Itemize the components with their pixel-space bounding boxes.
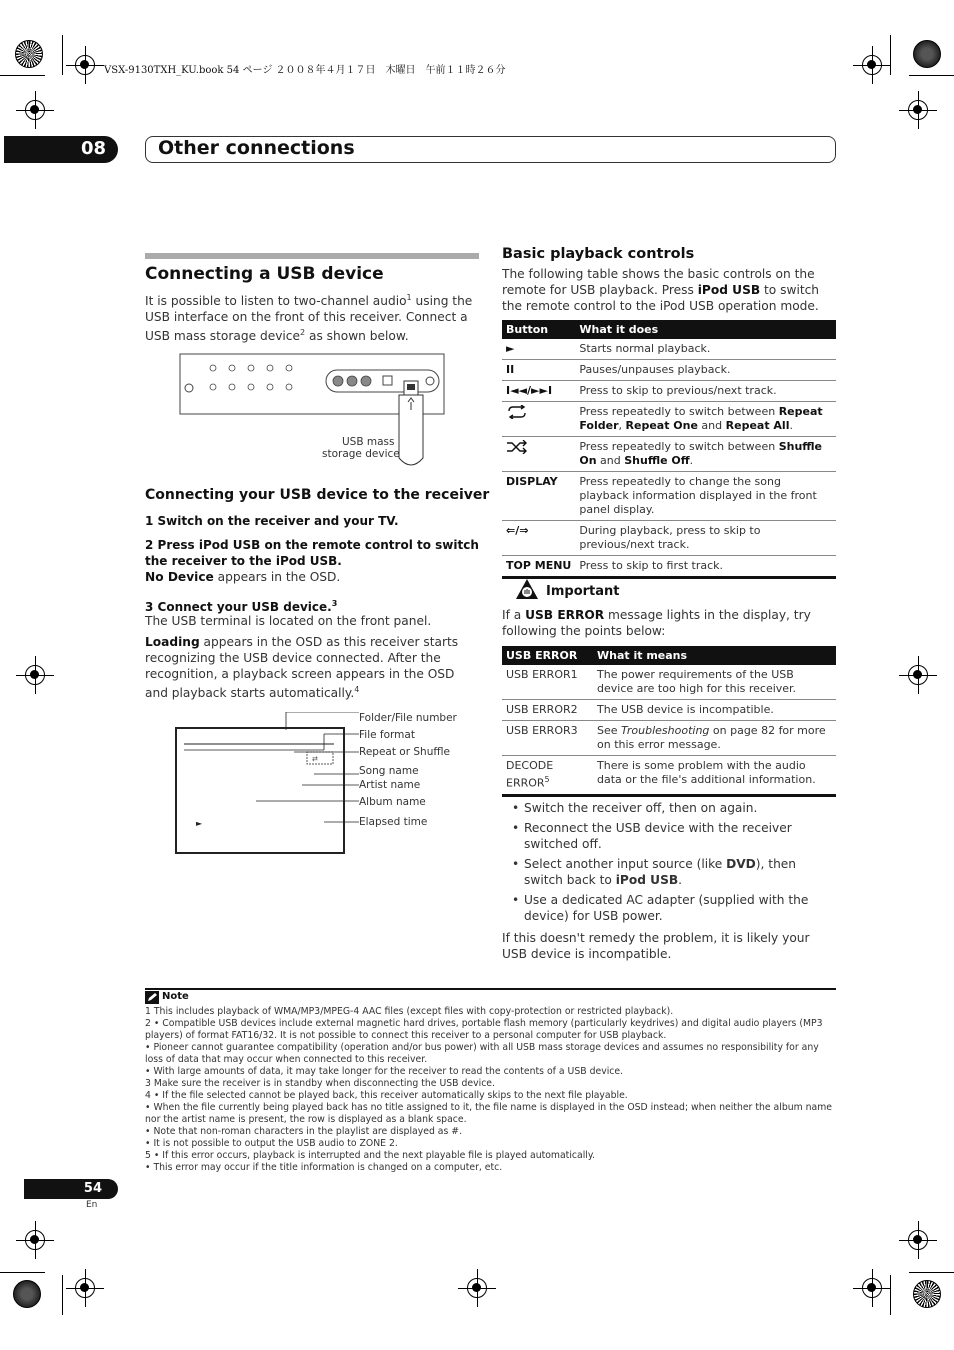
repeat-icon [502,402,575,437]
crop-mark [0,75,45,76]
notes-rule [145,988,836,990]
print-header: VSX-9130TXH_KU.book 54 ページ ２００８年４月１７日 木曜日 午前１１時２６分 [104,65,506,76]
registration-mark [908,665,928,685]
loading-paragraph: Loading appears in the OSD as this receiver starts recognizing the USB device connected. After the recognition, a playback screen appears in the OSD and playback starts automatically.$^4$ [145,635,459,701]
crop-mark [890,35,891,75]
table-row: DECODE ERROR$^5$ There is some problem with the audio data or the file's additional information. [502,756,836,796]
arrow-left-right-icon: ⇐/⇒ [502,521,575,556]
crop-mark [890,1275,891,1315]
table-header: What it does [575,320,836,339]
subsection-title: Connecting your USB device to the receiver [145,487,490,503]
playback-controls-table [502,320,836,579]
table-header: Button [502,320,575,339]
svg-text:⇄: ⇄ [312,755,318,763]
note-line: 2 • Compatible USB devices include external magnetic hard drives, portable flash memory (particularly keydrives) and digital audio players (MP3 players) of format FAT16/32. It is not possible to connect this receiver to a personal computer for USB playback. [145,1018,823,1041]
crop-mark [909,1272,954,1273]
display-button-label: DISPLAY [502,472,575,521]
troubleshooting-list [502,800,836,928]
note-line: 4 • If the file selected cannot be played back, this receiver automatically skips to the next file playable. [145,1090,628,1101]
table-row: ⇐/⇒ During playback, press to skip to previous/next track. [502,521,836,556]
note-line: 3 Make sure the receiver is in standby when disconnecting the USB device. [145,1078,495,1089]
color-target-bottom-right [913,1280,941,1308]
step-3-text: The USB terminal is located on the front panel. [145,614,432,628]
registration-mark [75,1278,95,1298]
playback-intro: The following table shows the basic controls on the remote for USB playback. Press iPod USB to switch the remote control to the iPod USB operation mode. [502,267,820,313]
crop-mark [62,35,63,75]
color-target-top-left [15,40,43,68]
list-item: • Switch the receiver off, then on again. [502,800,836,816]
crop-mark [909,75,954,76]
crop-mark [62,1275,63,1315]
osd-label-elapsed-time: Elapsed time [359,816,428,828]
top-menu-button-label: TOP MENU [502,556,575,578]
note-line: 1 This includes playback of WMA/MP3/MPEG-4 AAC files (except files with copy-protection or restricted playback). [145,1006,674,1017]
device-label-line2: storage device [322,448,400,460]
registration-mark [908,1230,928,1250]
registration-mark [25,665,45,685]
table-row: ► Starts normal playback. [502,339,836,360]
receiver-front-panel-diagram [178,350,450,470]
registration-mark [862,55,882,75]
color-target-top-right [913,40,941,68]
note-line: • When the file currently being played back has no title assigned to it, the file name is displayed in the OSD instead; when neither the album name nor the artist name is present, the row is displayed as a blank space. [145,1102,832,1125]
table-header: USB ERROR [502,646,593,665]
intro-paragraph: It is possible to listen to two-channel audio$^1$ using the USB interface on the front of this receiver. Connect a USB mass storage device$^2$ as shown below. [145,293,473,344]
osd-screen-diagram [174,712,362,857]
step-3: 3 Connect your USB device.$^3$ [145,599,338,614]
table-row: DISPLAY Press repeatedly to change the song playback information displayed in the front panel display. [502,472,836,521]
play-icon: ► [502,339,575,360]
shuffle-icon [502,437,575,472]
osd-label-song-name: Song name [359,765,419,777]
svg-text:►: ► [196,819,203,828]
table-row: USB ERROR2 The USB device is incompatible. [502,700,836,721]
registration-mark [467,1278,487,1298]
osd-label-album-name: Album name [359,796,426,808]
list-item: • Select another input source (like DVD), then switch back to iPod USB. [502,856,836,888]
page-language: En [86,1200,98,1210]
note-line: • Note that non-roman characters in the playlist are displayed as #. [145,1126,463,1137]
osd-label-artist-name: Artist name [359,779,421,791]
note-line: • This error may occur if the title information is changed on a computer, etc. [145,1162,503,1173]
warning-icon [515,578,539,600]
list-item: • Use a dedicated AC adapter (supplied with the device) for USB power. [502,892,836,924]
osd-label-folder-file-number: Folder/File number [359,712,457,724]
section-rule [145,253,479,259]
crop-mark [0,1272,45,1273]
registration-mark [25,1230,45,1250]
note-line: • Pioneer cannot guarantee compatibility (operation and/or bus power) with all USB mass storage devices and assumes no responsibility for any loss of data that may occur when connected to this receiver. [145,1042,819,1065]
table-header: What it means [593,646,836,665]
note-line: 5 • If this error occurs, playback is interrupted and the next playable file is played automatically. [145,1150,596,1161]
chapter-title: Other connections [158,137,355,159]
table-row: USB ERROR1 The power requirements of the USB device are too high for this receiver. [502,665,836,700]
device-label-line1: USB mass [342,436,395,448]
note-pencil-icon [145,991,159,1004]
registration-mark [25,100,45,120]
usb-error-table [502,646,836,797]
page-number: 54 [24,1179,118,1199]
notes-title: Note [162,991,189,1002]
osd-label-file-format: File format [359,729,415,741]
list-item: • Reconnect the USB device with the receiver switched off. [502,820,836,852]
table-row: II Pauses/unpauses playback. [502,360,836,381]
important-paragraph: If a USB ERROR message lights in the display, try following the points below: [502,608,811,638]
color-target-bottom-left [13,1280,41,1308]
notes-list [145,1006,836,1174]
step-2: 2 Press iPod USB on the remote control to switch the receiver to the iPod USB. [145,538,479,568]
pause-icon: II [502,360,575,381]
important-label: Important [546,584,620,599]
table-row: TOP MENU Press to skip to first track. [502,556,836,578]
closing-paragraph: If this doesn't remedy the problem, it is likely your USB device is incompatible. [502,931,810,961]
registration-mark [75,55,95,75]
table-row: Press repeatedly to switch between Shuffle On and Shuffle Off. [502,437,836,472]
skip-icon: I◄◄/►►I [502,381,575,402]
playback-controls-title: Basic playback controls [502,246,695,262]
section-title: Connecting a USB device [145,264,384,284]
osd-label-repeat-shuffle: Repeat or Shuffle [359,746,450,758]
registration-mark [908,100,928,120]
table-row: USB ERROR3 See Troubleshooting on page 82 for more on this error message. [502,721,836,756]
step-1: 1 Switch on the receiver and your TV. [145,514,399,528]
chapter-number: 08 [4,136,118,163]
note-line: • It is not possible to output the USB audio to ZONE 2. [145,1138,398,1149]
note-line: • With large amounts of data, it may take longer for the receiver to read the contents of a USB device. [145,1066,624,1077]
table-row: I◄◄/►►I Press to skip to previous/next track. [502,381,836,402]
step-2-result: No Device appears in the OSD. [145,570,341,584]
table-row: Press repeatedly to switch between Repeat Folder, Repeat One and Repeat All. [502,402,836,437]
registration-mark [862,1278,882,1298]
